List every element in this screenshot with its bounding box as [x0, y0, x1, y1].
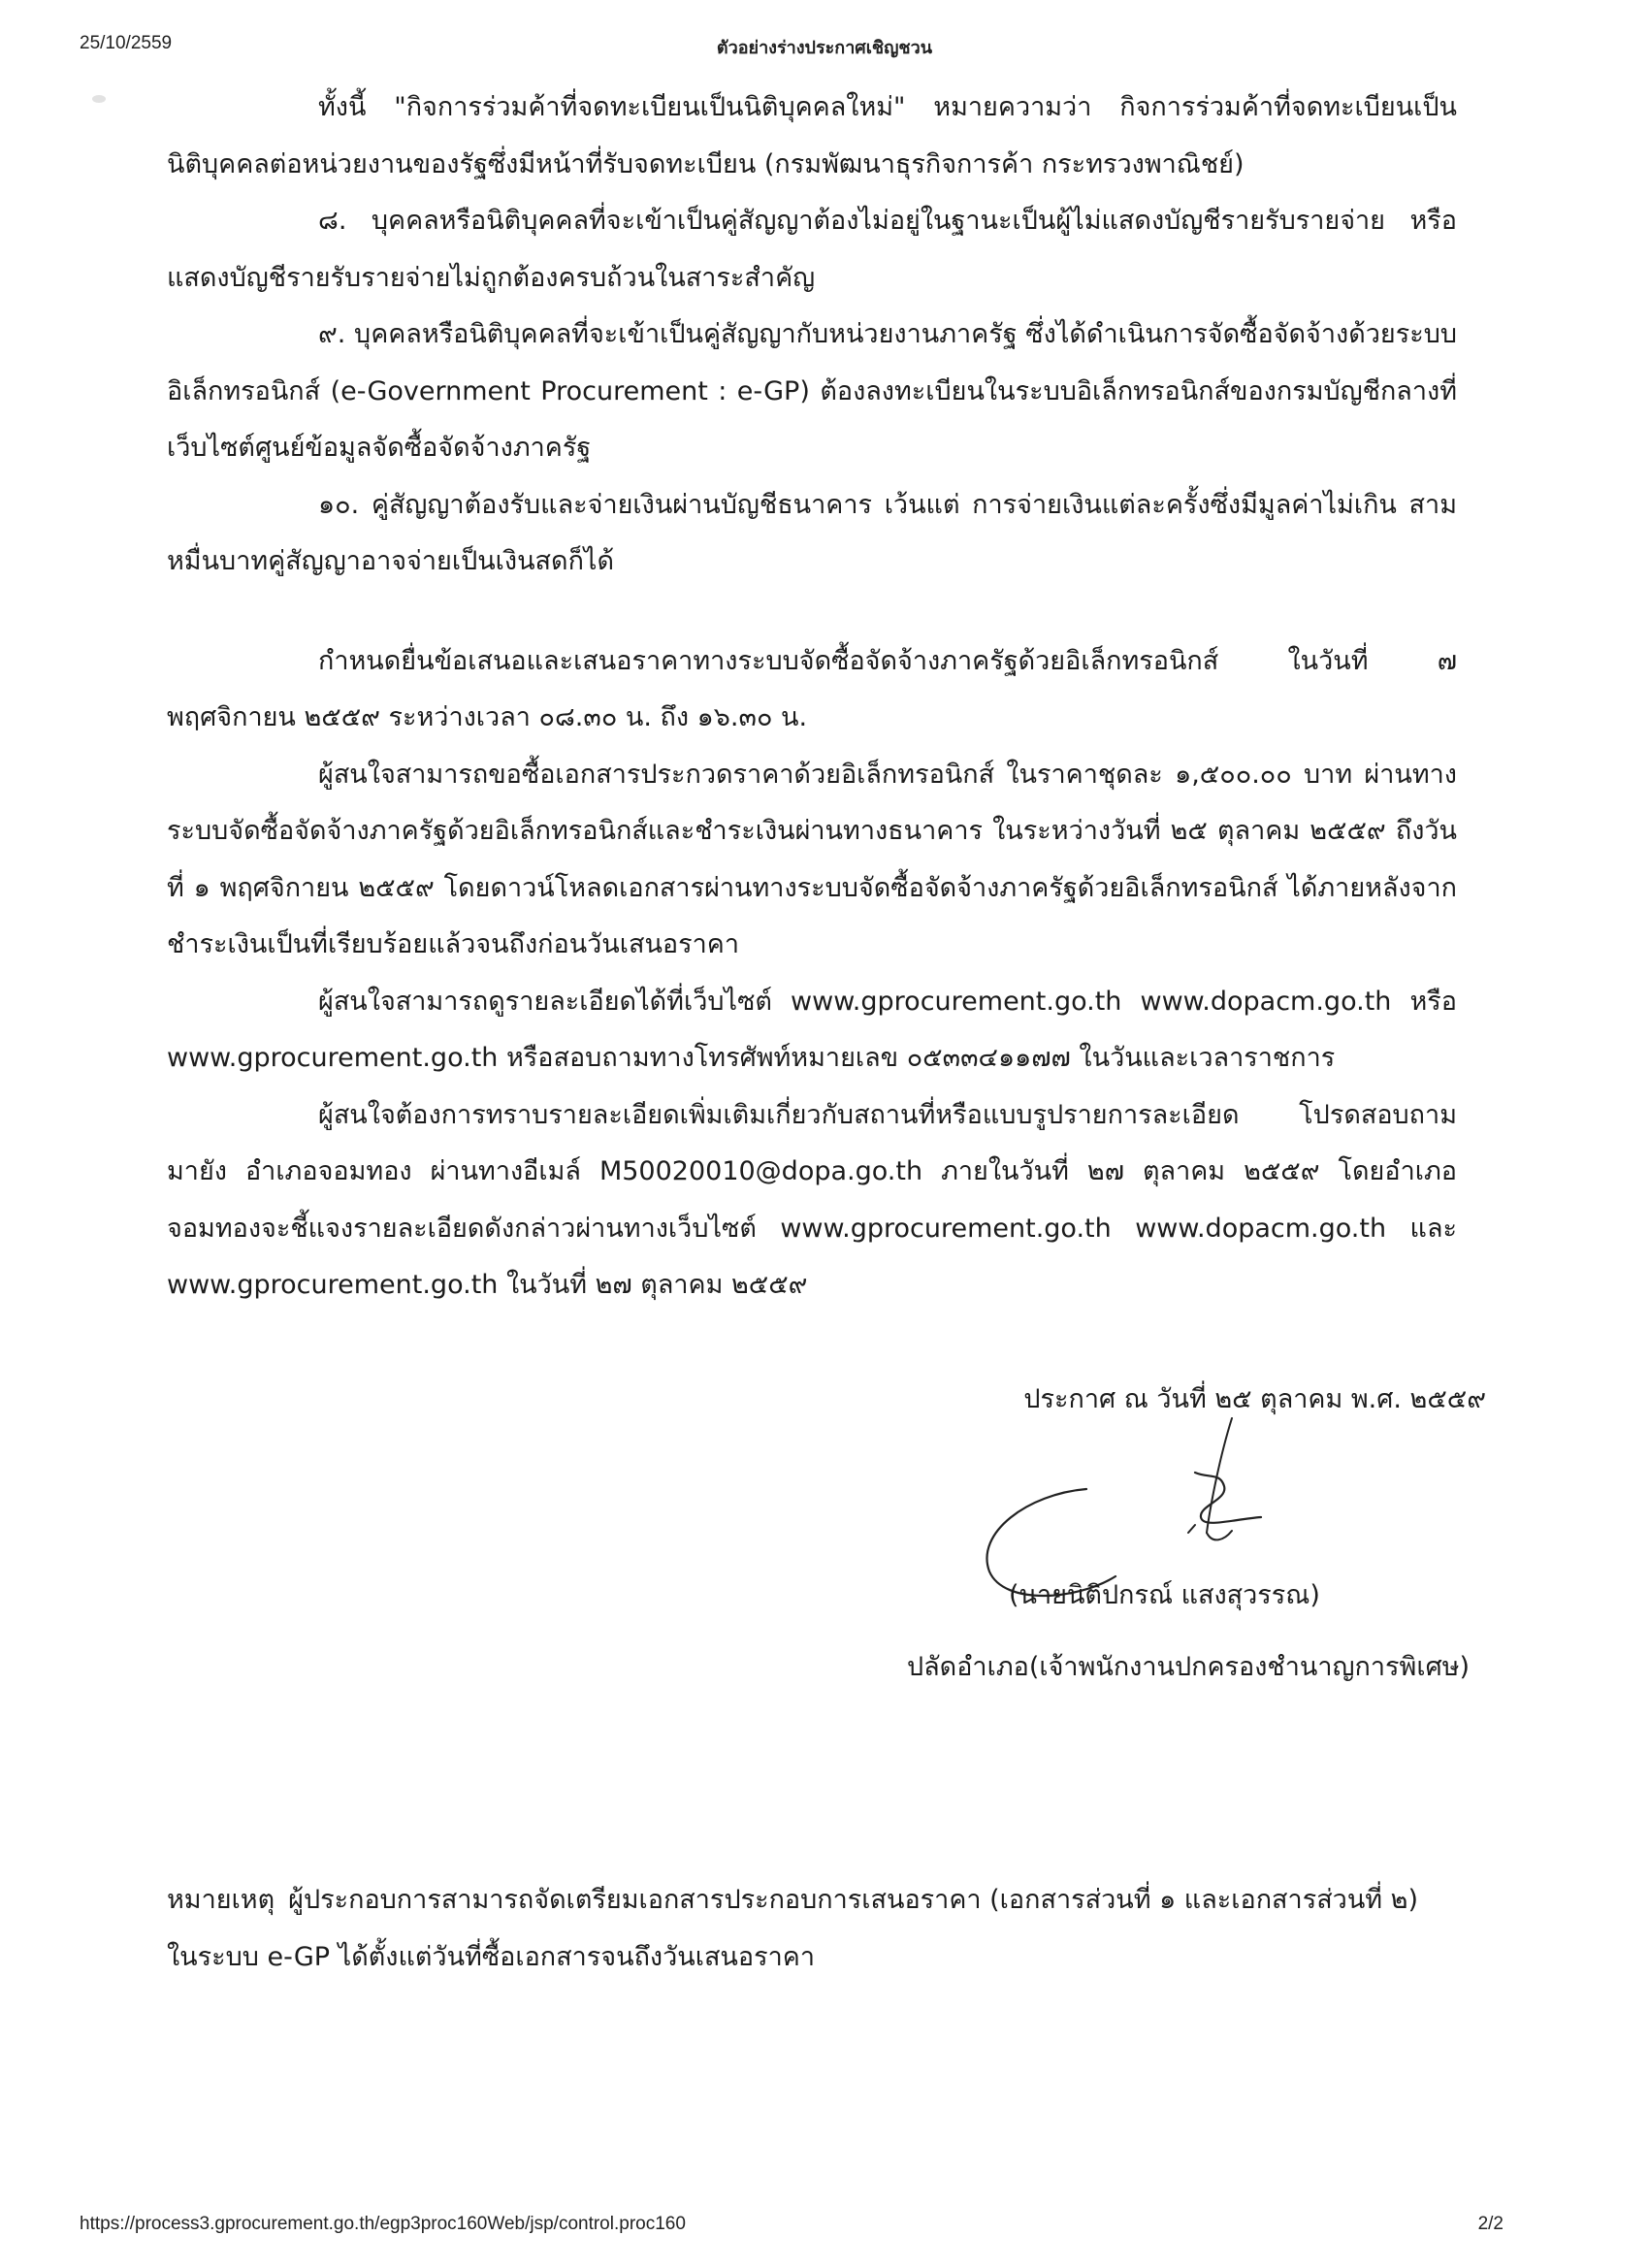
print-footer-url: https://process3.gprocurement.go.th/egp3proc160Web/jsp/control.proc160 [80, 2214, 686, 2234]
scan-speck [92, 95, 106, 103]
condition-9-paragraph: ๙. บุคคลหรือนิติบุคคลที่จะเข้าเป็นคู่สัญญากับหน่วยงานภาครัฐ ซึ่งได้ดำเนินการจัดซื้อจัดจ้างด้วยระบบอิเล็กทรอนิกส์ (e-Government Procurement : e-GP) ต้องลงทะเบียนในระบบอิเล็กทรอนิกส์ของกรมบัญชีกลางที่เว็บไซต์ศูนย์ข้อมูลจัดซื้อจัดจ้างภาครัฐ [167, 319, 1457, 463]
announcement-body [167, 80, 1457, 1314]
document-title: ตัวอย่างร่างประกาศเชิญชวน [716, 38, 933, 58]
remark-text: ผู้ประกอบการสามารถจัดเตรียมเอกสารประกอบการเสนอราคา (เอกสารส่วนที่ ๑ และเอกสารส่วนที่ ๒) ในระบบ e-GP ได้ตั้งแต่วันที่ซื้อเอกสารจนถึงวันเสนอราคา [167, 1885, 1419, 1972]
condition-10-paragraph: ๑๐. คู่สัญญาต้องรับและจ่ายเงินผ่านบัญชีธนาคาร เว้นแต่ การจ่ายเงินแต่ละครั้งซึ่งมีมูลค่าไม่เกิน สามหมื่นบาทคู่สัญญาอาจจ่ายเป็นเงินสดก็ได้ [167, 489, 1457, 576]
announcement-date: ประกาศ ณ วันที่ ๒๕ ตุลาคม พ.ศ. ๒๕๕๙ [1023, 1384, 1486, 1414]
further-details-paragraph: ผู้สนใจต้องการทราบรายละเอียดเพิ่มเติมเกี่ยวกับสถานที่หรือแบบรูปรายการละเอียด โปรดสอบถามมายัง อำเภอจอมทอง ผ่านทางอีเมล์ M50020010@dopa.go.th ภายในวันที่ ๒๗ ตุลาคม ๒๕๕๙ โดยอำเภอจอมทองจะชี้แจงรายละเอียดดังกล่าวผ่านทางเว็บไซต์ www.gprocurement.go.th www.dopacm.go.th และ www.gprocurement.go.th ในวันที่ ๒๗ ตุลาคม ๒๕๕๙ [167, 1099, 1457, 1300]
document-purchase-paragraph: ผู้สนใจสามารถขอซื้อเอกสารประกวดราคาด้วยอิเล็กทรอนิกส์ ในราคาชุดละ ๑,๕๐๐.๐๐ บาท ผ่านทางระบบจัดซื้อจัดจ้างภาครัฐด้วยอิเล็กทรอนิกส์และชำระเงินผ่านทางธนาคาร ในระหว่างวันที่ ๒๕ ตุลาคม ๒๕๕๙ ถึงวันที่ ๑ พฤศจิกายน ๒๕๕๙ โดยดาวน์โหลดเอกสารผ่านทางระบบจัดซื้อจัดจ้างภาครัฐด้วยอิเล็กทรอนิกส์ ได้ภายหลังจากชำระเงินเป็นที่เรียบร้อยแล้วจนถึงก่อนวันเสนอราคา [167, 759, 1457, 959]
signer-position: ปลัดอำเภอ(เจ้าพนักงานปกครองชำนาญการพิเศษ) [907, 1652, 1471, 1682]
submission-date-paragraph: กำหนดยื่นข้อเสนอและเสนอราคาทางระบบจัดซื้อจัดจ้างภาครัฐด้วยอิเล็กทรอนิกส์ ในวันที่ ๗ พฤศจิกายน ๒๕๕๙ ระหว่างเวลา ๐๘.๓๐ น. ถึง ๑๖.๓๐ น. [167, 645, 1457, 732]
page-number: 2/2 [1477, 2214, 1504, 2234]
remark-section [167, 1872, 1457, 1986]
remark-label: หมายเหตุ [167, 1885, 275, 1915]
signer-name: (นายนิติปกรณ์ แสงสุวรรณ) [1009, 1580, 1320, 1610]
joint-venture-definition-paragraph: ทั้งนี้ "กิจการร่วมค้าที่จดทะเบียนเป็นนิติบุคคลใหม่" หมายความว่า กิจการร่วมค้าที่จดทะเบียนเป็นนิติบุคคลต่อหน่วยงานของรัฐซึ่งมีหน้าที่รับจดทะเบียน (กรมพัฒนาธุรกิจการค้า กระทรวงพาณิชย์) [167, 92, 1457, 179]
print-date: 25/10/2559 [80, 33, 173, 53]
condition-8-paragraph: ๘. บุคคลหรือนิติบุคคลที่จะเข้าเป็นคู่สัญญาต้องไม่อยู่ในฐานะเป็นผู้ไม่แสดงบัญชีรายรับรายจ่าย หรือแสดงบัญชีรายรับรายจ่ายไม่ถูกต้องครบถ้วนในสาระสำคัญ [167, 206, 1457, 293]
website-info-paragraph: ผู้สนใจสามารถดูรายละเอียดได้ที่เว็บไซต์ www.gprocurement.go.th www.dopacm.go.th หรือ www.gprocurement.go.th หรือสอบถามทางโทรศัพท์หมายเลข ๐๕๓๓๔๑๑๗๗ ในวันและเวลาราชการ [167, 986, 1457, 1073]
